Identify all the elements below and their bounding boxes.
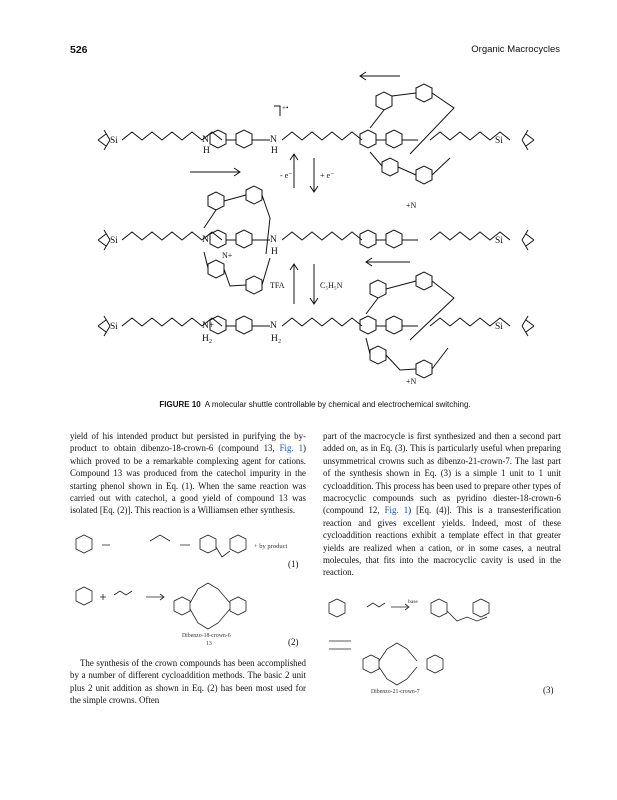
macrocycle-ring-1 [360, 72, 454, 184]
si-label-1: Si [110, 136, 118, 146]
h2-label-row3-right: H₂ [271, 334, 282, 344]
eq1-byproduct-text: + by product [254, 542, 288, 550]
figure-caption-label: FIGURE 10 [159, 400, 201, 409]
n-label-row3-left: N+ [202, 321, 215, 331]
running-title: Organic Macrocycles [471, 44, 560, 55]
left-paragraph-2: The synthesis of the crown compounds has been accomplished by a number of different cycloaddition methods. The basic 2 unit plus 2 unit addition as shown in Eq. (2) has been most used for the simple crowns. Often [70, 657, 306, 706]
eq3-compound-name: Dibenzo-21-crown-7 [371, 688, 420, 695]
h-label-row2-right: H [271, 247, 278, 257]
equation-2-scheme [70, 575, 306, 651]
si-label-6: Si [495, 322, 503, 332]
eq3-base-text: base [408, 598, 418, 605]
macrocycle-ring-2 [190, 168, 270, 294]
axle-row-2 [98, 230, 534, 250]
n-label-row2-right: N [270, 235, 277, 245]
page-number: 526 [70, 44, 88, 56]
si-label-5: Si [110, 322, 118, 332]
eq1-label: (1) [288, 558, 299, 569]
n-plus-ring2: N+ [222, 251, 233, 260]
radical-cation-label: +• [282, 104, 289, 112]
figure-caption-text: A molecular shuttle controllable by chemical and electrochemical switching. [204, 400, 471, 409]
eq2-compound-number: 13 [206, 640, 212, 647]
equilibrium-arrows [290, 154, 318, 304]
figure-ref-link[interactable]: Fig. 1 [279, 443, 304, 454]
n-label-row3-right: N [270, 321, 277, 331]
figure-caption [70, 400, 560, 409]
si-label-2: Si [495, 136, 503, 146]
axle-row-1 [98, 130, 534, 150]
si-label-3: Si [110, 236, 118, 246]
h-label-row1-right: H [271, 146, 278, 156]
figure-molecular-shuttle [70, 58, 560, 398]
n-label-row1-left: N [202, 135, 209, 145]
eq2-label: (2) [288, 636, 299, 647]
n-plus-ring3: +N [406, 377, 417, 386]
equation-1-scheme [70, 525, 306, 571]
minus-electron-label: - e⁻ [280, 171, 293, 180]
right-paragraph-1: part of the macrocycle is first synthesized and then a second part added on, as in Eq. (3). This is particularly useful when preparing unsymmetrical crowns such as dibenzo-21-crown-7. The last part of the synthesis shown in Eq. (3) is a simple 1 unit to 1 unit cycloaddition. This process has been used to prepare other types of macrocyclic compounds such as pyridino diester-18-crown-6 (compound 12, Fig. 1) [Eq. (4)]. This is a transesterification reaction and gives excellent yields. Indeed, most of these cycloaddition reactions exhibit a template effect in that greater yields are realized when a cation, or in some cases, a neutral molecules, that fits into the macrocyclic cavity is used in the reaction. [323, 431, 561, 578]
si-label-4: Si [495, 236, 503, 246]
pyridine-label: C₅H₅N [320, 281, 343, 290]
n-label-row2-left: N [202, 235, 209, 245]
axle-row-3 [98, 316, 534, 336]
left-paragraph-1: yield of his intended product but persisted in purifying the by-product to obtain dibenzo-18-crown-6 (compound 13, Fig. 1) which proved to be a remarkable complexing agent for cations. Compound 13 was produced from the catechol impurity in the starting phenol shown in Eq. (1). When the same reaction was carried out with catechol, a good yield of compound 13 was isolated [Eq. (2)]. This reaction is a Williamsen ether synthesis. [70, 431, 306, 516]
right-column [323, 430, 561, 695]
eq2-compound-name: Dibenzo-18-crown-6 [182, 632, 231, 639]
n-plus-ring1: +N [406, 201, 417, 210]
tfa-label: TFA [270, 281, 285, 290]
eq3-label: (3) [543, 684, 554, 695]
h-label-row1-left: H [203, 146, 210, 156]
left-column [70, 430, 306, 706]
plus-electron-label: + e⁻ [320, 171, 335, 180]
equation-3-scheme [323, 589, 561, 695]
figure-ref-link-2[interactable]: Fig. 1 [384, 505, 409, 516]
h2-label-row3-left: H₂ [202, 334, 213, 344]
n-label-row1-right: N [270, 135, 277, 145]
